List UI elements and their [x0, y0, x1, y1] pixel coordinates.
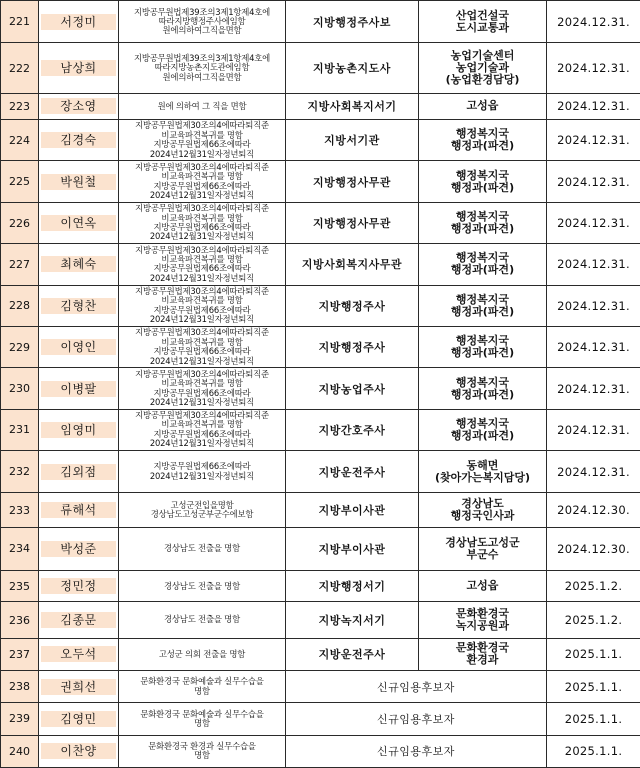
row-number: 240: [1, 735, 39, 767]
department: 경상남도 행정국인사과: [419, 493, 547, 527]
effective-date: 2024.12.31.: [547, 1, 640, 43]
name-text: 김외점: [41, 464, 116, 480]
row-number: 231: [1, 409, 39, 450]
order-reason: 지방공무원법제30조의4에따라퇴직준 비교육파견복귀를 명함 지방공무원법제66조에따라 2024년12월31일자정년퇴직: [119, 244, 286, 285]
table-row: [1, 161, 640, 202]
order-reason: 지방공무원법제30조의4에따라퇴직준 비교육파견복귀를 명함 지방공무원법제66조에따라 2024년12월31일자정년퇴직: [119, 368, 286, 409]
table-row: [1, 244, 640, 285]
effective-date: 2024.12.30.: [547, 527, 640, 570]
department: 경상남도고성군 부군수: [419, 527, 547, 570]
order-reason: 문화환경국 문화예술과 실무수습을 명함: [119, 703, 286, 735]
position-title: 지방사회복지사무관: [286, 244, 419, 285]
position-title: 지방행정주사: [286, 285, 419, 326]
name-text: 권희선: [41, 679, 116, 695]
table-row: [1, 93, 640, 119]
effective-date: 2025.1.1.: [547, 735, 640, 767]
employee-name: [39, 93, 119, 119]
name-text: 오두석: [41, 646, 116, 662]
table-row: [1, 638, 640, 670]
position-title: 지방녹지서기: [286, 602, 419, 638]
effective-date: 2024.12.31.: [547, 409, 640, 450]
row-number: 223: [1, 93, 39, 119]
name-text: 임영미: [41, 422, 116, 438]
employee-name: [39, 527, 119, 570]
employee-name: [39, 368, 119, 409]
name-text: 이찬양: [41, 743, 116, 759]
employee-name: [39, 1, 119, 43]
name-text: 최혜숙: [41, 256, 116, 272]
order-reason: 지방공무원법제30조의4에따라퇴직준 비교육파견복귀를 명함 지방공무원법제66조에따라 2024년12월31일자정년퇴직: [119, 409, 286, 450]
position-title: 지방행정사무관: [286, 202, 419, 243]
department: 행정복지국 행정과(파견): [419, 326, 547, 367]
table-row: [1, 202, 640, 243]
employee-name: [39, 409, 119, 450]
department: 행정복지국 행정과(파견): [419, 285, 547, 326]
employee-name: [39, 202, 119, 243]
effective-date: 2025.1.2.: [547, 602, 640, 638]
position-title: 지방농촌지도사: [286, 43, 419, 93]
name-text: 이연옥: [41, 215, 116, 231]
order-reason: 원에 의하여 그 직을 면함: [119, 93, 286, 119]
employee-name: [39, 451, 119, 493]
name-text: 박원철: [41, 174, 116, 190]
position-title: 지방행정서기: [286, 571, 419, 602]
order-reason: 지방공무원법제39조의3제1항제4호에 따라지방행정주사에임함 원에의하여그직을면함: [119, 1, 286, 43]
effective-date: 2024.12.31.: [547, 202, 640, 243]
name-text: 김종문: [41, 612, 116, 628]
name-text: 박성준: [41, 541, 116, 557]
table-row: [1, 493, 640, 527]
effective-date: 2024.12.31.: [547, 368, 640, 409]
employee-name: [39, 735, 119, 767]
order-reason: 지방공무원법제30조의4에따라퇴직준 비교육파견복귀를 명함 지방공무원법제66조에따라 2024년12월31일자정년퇴직: [119, 285, 286, 326]
name-text: 정민정: [41, 578, 116, 594]
position-title: 지방간호주사: [286, 409, 419, 450]
employee-name: [39, 285, 119, 326]
row-number: 233: [1, 493, 39, 527]
name-text: 김영민: [41, 711, 116, 727]
department: 행정복지국 행정과(파견): [419, 202, 547, 243]
row-number: 237: [1, 638, 39, 670]
table-body: [1, 1, 640, 768]
name-text: 류해석: [41, 502, 116, 518]
row-number: 226: [1, 202, 39, 243]
department: 동해면 (찾아가는복지담당): [419, 451, 547, 493]
position-title: 지방운전주사: [286, 638, 419, 670]
table-row: [1, 326, 640, 367]
table-row: [1, 409, 640, 450]
order-reason: 지방공무원법제39조의3제1항제4호에 따라지방농촌지도관에임함 원에의하여그직을면함: [119, 43, 286, 93]
effective-date: 2024.12.31.: [547, 244, 640, 285]
row-number: 227: [1, 244, 39, 285]
row-number: 229: [1, 326, 39, 367]
order-reason: 지방공무원법제30조의4에따라퇴직준 비교육파견복귀를 명함 지방공무원법제66조에따라 2024년12월31일자정년퇴직: [119, 202, 286, 243]
department: 행정복지국 행정과(파견): [419, 120, 547, 161]
department: 행정복지국 행정과(파견): [419, 409, 547, 450]
row-number: 232: [1, 451, 39, 493]
position-title: 지방행정주사보: [286, 1, 419, 43]
department: 문화환경국 환경과: [419, 638, 547, 670]
position-title: 지방행정사무관: [286, 161, 419, 202]
row-number: 221: [1, 1, 39, 43]
candidate-status: 신규임용후보자: [286, 735, 547, 767]
employee-name: [39, 161, 119, 202]
department: 산업건설국 도시교통과: [419, 1, 547, 43]
order-reason: 경상남도 전출을 명함: [119, 571, 286, 602]
table-row: [1, 285, 640, 326]
effective-date: 2024.12.30.: [547, 493, 640, 527]
table-row: [1, 120, 640, 161]
row-number: 230: [1, 368, 39, 409]
effective-date: 2025.1.1.: [547, 703, 640, 735]
order-reason: 지방공무원법제30조의4에따라퇴직준 비교육파견복귀를 명함 지방공무원법제66조에따라 2024년12월31일자정년퇴직: [119, 120, 286, 161]
employee-name: [39, 602, 119, 638]
employee-name: [39, 120, 119, 161]
row-number: 224: [1, 120, 39, 161]
effective-date: 2025.1.1.: [547, 638, 640, 670]
row-number: 239: [1, 703, 39, 735]
order-reason: 문화환경국 문화예술과 실무수습을 명함: [119, 671, 286, 703]
row-number: 225: [1, 161, 39, 202]
table-row: [1, 602, 640, 638]
table-row: [1, 43, 640, 93]
row-number: 234: [1, 527, 39, 570]
order-reason: 고성군 의회 전출을 명함: [119, 638, 286, 670]
effective-date: 2024.12.31.: [547, 43, 640, 93]
order-reason: 경상남도 전출을 명함: [119, 602, 286, 638]
order-reason: 지방공무원법제30조의4에따라퇴직준 비교육파견복귀를 명함 지방공무원법제66조에따라 2024년12월31일자정년퇴직: [119, 326, 286, 367]
table-row: [1, 703, 640, 735]
row-number: 228: [1, 285, 39, 326]
table-row: [1, 571, 640, 602]
effective-date: 2025.1.1.: [547, 671, 640, 703]
department: 행정복지국 행정과(파견): [419, 161, 547, 202]
candidate-status: 신규임용후보자: [286, 703, 547, 735]
employee-name: [39, 43, 119, 93]
order-reason: 고성군전입을명함 경상남도고성군부군수에보함: [119, 493, 286, 527]
name-text: 장소영: [41, 98, 116, 114]
employee-name: [39, 671, 119, 703]
name-text: 서정미: [41, 14, 116, 30]
table-row: [1, 368, 640, 409]
name-text: 이영인: [41, 339, 116, 355]
department: 고성읍: [419, 93, 547, 119]
effective-date: 2024.12.31.: [547, 326, 640, 367]
name-text: 김형찬: [41, 298, 116, 314]
name-text: 이병팔: [41, 381, 116, 397]
effective-date: 2024.12.31.: [547, 161, 640, 202]
position-title: 지방운전주사: [286, 451, 419, 493]
table-row: [1, 671, 640, 703]
department: 행정복지국 행정과(파견): [419, 368, 547, 409]
order-reason: 문화환경국 환경과 실무수습을 명함: [119, 735, 286, 767]
order-reason: 지방공무원법제66조에따라 2024년12월31일자정년퇴직: [119, 451, 286, 493]
position-title: 지방농업주사: [286, 368, 419, 409]
position-title: 지방사회복지서기: [286, 93, 419, 119]
position-title: 지방행정주사: [286, 326, 419, 367]
department: 농업기술센터 농업기술과 (농업환경담당): [419, 43, 547, 93]
effective-date: 2025.1.2.: [547, 571, 640, 602]
table-row: [1, 735, 640, 767]
position-title: 지방부이사관: [286, 493, 419, 527]
table-row: [1, 527, 640, 570]
department: 고성읍: [419, 571, 547, 602]
name-text: 김경숙: [41, 132, 116, 148]
employee-name: [39, 703, 119, 735]
row-number: 236: [1, 602, 39, 638]
department: 문화환경국 녹지공원과: [419, 602, 547, 638]
name-text: 남상희: [41, 60, 116, 76]
effective-date: 2024.12.31.: [547, 120, 640, 161]
position-title: 지방부이사관: [286, 527, 419, 570]
row-number: 238: [1, 671, 39, 703]
employee-name: [39, 493, 119, 527]
effective-date: 2024.12.31.: [547, 285, 640, 326]
employee-name: [39, 571, 119, 602]
position-title: 지방서기관: [286, 120, 419, 161]
employee-name: [39, 326, 119, 367]
order-reason: 경상남도 전출을 명함: [119, 527, 286, 570]
effective-date: 2024.12.31.: [547, 93, 640, 119]
table-row: [1, 1, 640, 43]
row-number: 222: [1, 43, 39, 93]
department: 행정복지국 행정과(파견): [419, 244, 547, 285]
order-reason: 지방공무원법제30조의4에따라퇴직준 비교육파견복귀를 명함 지방공무원법제66조에따라 2024년12월31일자정년퇴직: [119, 161, 286, 202]
candidate-status: 신규임용후보자: [286, 671, 547, 703]
employee-name: [39, 638, 119, 670]
effective-date: 2024.12.31.: [547, 451, 640, 493]
employee-name: [39, 244, 119, 285]
table-row: [1, 451, 640, 493]
row-number: 235: [1, 571, 39, 602]
